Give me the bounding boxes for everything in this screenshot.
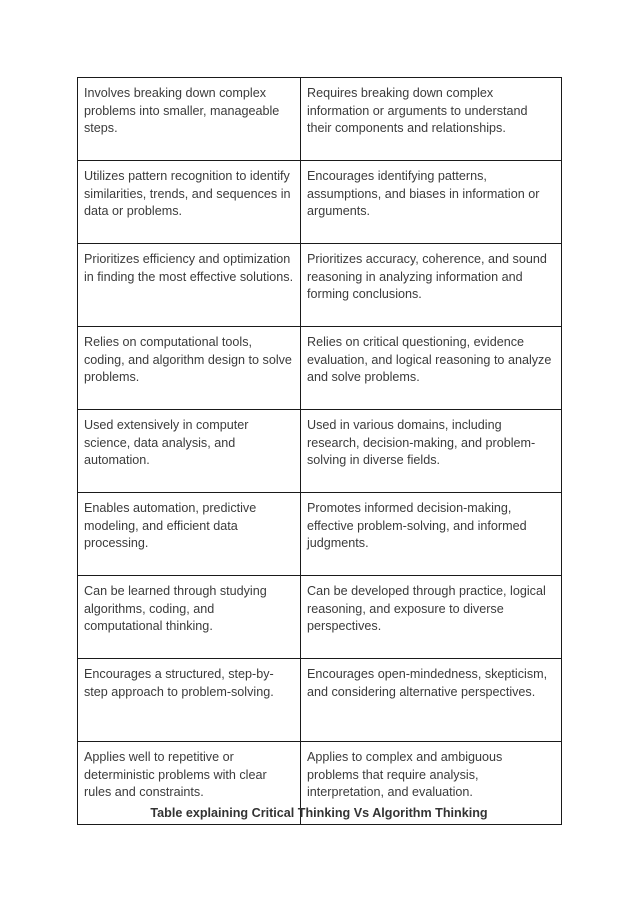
table-row: [78, 493, 562, 576]
algorithm-thinking-cell: Can be learned through studying algorithms, coding, and computational thinking.: [78, 576, 301, 659]
critical-thinking-cell: Encourages identifying patterns, assumptions, and biases in information or arguments.: [301, 161, 562, 244]
algorithm-thinking-cell: Applies well to repetitive or deterministic problems with clear rules and constraints.: [78, 742, 301, 825]
algorithm-thinking-cell: Utilizes pattern recognition to identify similarities, trends, and sequences in data or problems.: [78, 161, 301, 244]
algorithm-thinking-cell: Encourages a structured, step-by-step approach to problem-solving.: [78, 659, 301, 742]
critical-thinking-cell: Can be developed through practice, logical reasoning, and exposure to diverse perspectives.: [301, 576, 562, 659]
table-row: [78, 576, 562, 659]
algorithm-thinking-cell: Involves breaking down complex problems into smaller, manageable steps.: [78, 78, 301, 161]
comparison-table-body: [78, 78, 562, 825]
table-caption: Table explaining Critical Thinking Vs Algorithm Thinking: [150, 806, 488, 820]
table-row: [78, 244, 562, 327]
table-row: [78, 78, 562, 161]
critical-thinking-cell: Applies to complex and ambiguous problems that require analysis, interpretation, and evaluation.: [301, 742, 562, 825]
critical-thinking-cell: Used in various domains, including research, decision-making, and problem-solving in diverse fields.: [301, 410, 562, 493]
critical-thinking-cell: Relies on critical questioning, evidence evaluation, and logical reasoning to analyze and solve problems.: [301, 327, 562, 410]
critical-thinking-cell: Prioritizes accuracy, coherence, and sound reasoning in analyzing information and forming conclusions.: [301, 244, 562, 327]
table-row: [78, 410, 562, 493]
table-row: [78, 659, 562, 742]
table-row: [78, 327, 562, 410]
algorithm-thinking-cell: Enables automation, predictive modeling, and efficient data processing.: [78, 493, 301, 576]
table-row: [78, 161, 562, 244]
algorithm-thinking-cell: Relies on computational tools, coding, and algorithm design to solve problems.: [78, 327, 301, 410]
critical-thinking-cell: Requires breaking down complex information or arguments to understand their components and relationships.: [301, 78, 562, 161]
algorithm-thinking-cell: Used extensively in computer science, data analysis, and automation.: [78, 410, 301, 493]
critical-thinking-cell: Promotes informed decision-making, effective problem-solving, and informed judgments.: [301, 493, 562, 576]
critical-thinking-cell: Encourages open-mindedness, skepticism, and considering alternative perspectives.: [301, 659, 562, 742]
algorithm-thinking-cell: Prioritizes efficiency and optimization in finding the most effective solutions.: [78, 244, 301, 327]
comparison-table: [77, 77, 562, 825]
